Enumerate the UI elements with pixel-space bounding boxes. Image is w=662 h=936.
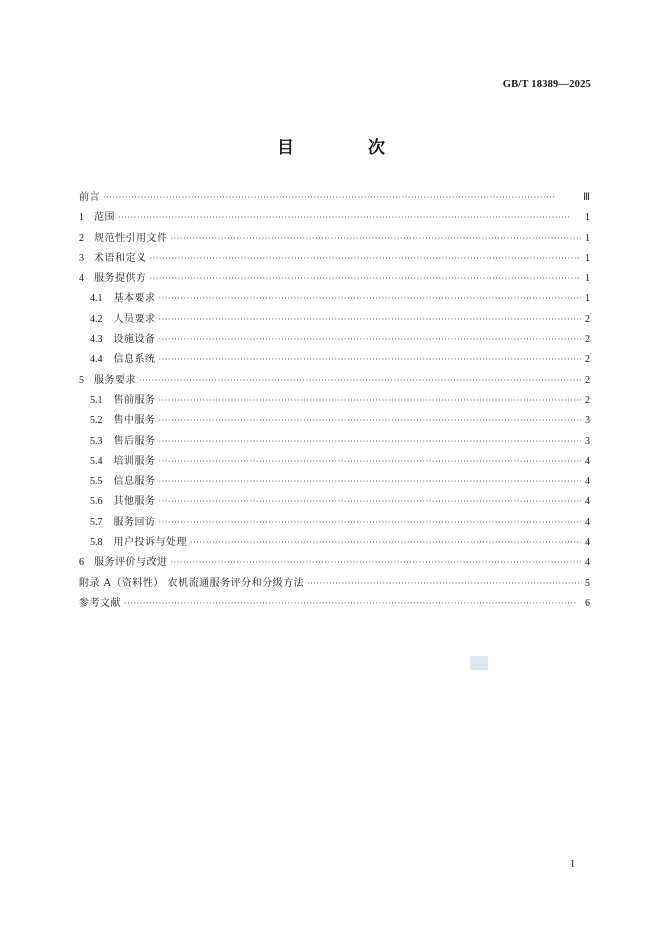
toc-entry-page: 1 [585,273,590,285]
toc-dot-leader [159,457,582,466]
toc-dot-leader [171,558,582,567]
toc-entry-label: 售后服务 [113,435,156,447]
toc-entry-number: 5.4 [90,455,103,467]
toc-entry[interactable] [79,574,590,594]
toc-entry-label: 术语和定义 [94,252,147,264]
toc-entry[interactable] [79,432,590,452]
toc-entry-number: 5.2 [90,415,103,427]
toc-entry-label: 信息服务 [113,476,156,488]
toc-entry-page: 4 [585,537,590,549]
toc-dot-leader [159,294,582,303]
toc-dot-leader [124,599,581,608]
toc-entry[interactable] [79,229,590,249]
toc-entry-page: 3 [585,415,590,427]
toc-entry-label: 参考文献 [79,597,121,609]
toc-entry-label: 范围 [94,212,115,224]
toc-entry-page: 2 [585,313,590,325]
toc-dot-leader [171,234,582,243]
toc-entry-label: 附录 A（资料性） 农机流通服务评分和分级方法 [79,577,305,589]
toc-entry[interactable] [79,411,590,431]
toc-entry-page: 2 [585,334,590,346]
toc-entry-label: 人员要求 [113,313,156,325]
toc-dot-leader [139,376,581,385]
toc-entry-page: 6 [585,597,590,609]
toc-entry-label: 培训服务 [113,455,156,467]
toc-entry-page: 3 [585,435,590,447]
toc-entry-number: 5.7 [90,516,103,528]
table-of-contents [79,188,590,614]
toc-entry-label: 设施设备 [113,334,156,346]
toc-entry-page: 4 [585,557,590,569]
toc-entry[interactable] [79,452,590,472]
toc-entry-page: Ⅲ [583,192,590,203]
toc-entry[interactable] [79,310,590,330]
toc-entry-page: 2 [585,354,590,366]
toc-entry-number: 4.1 [90,293,103,305]
toc-entry-label: 其他服务 [113,496,156,508]
toc-entry-number: 2 [79,232,84,244]
footer-page-number: I [571,859,575,870]
page-title: 目 次 [277,138,419,158]
toc-entry-label: 服务回访 [113,516,156,528]
toc-entry-label: 售前服务 [113,394,156,406]
toc-dot-leader [159,416,582,425]
toc-entry-number: 4.2 [90,313,103,325]
toc-entry-label: 用户投诉与处理 [113,537,187,549]
toc-dot-leader [159,355,582,364]
toc-entry-label: 规范性引用文件 [94,232,168,244]
watermark-logo [470,656,488,670]
toc-entry-label: 服务提供方 [94,273,147,285]
toc-entry-page: 4 [585,476,590,488]
toc-dot-leader [159,315,582,324]
toc-entry-number: 4.3 [90,334,103,346]
toc-entry-number: 5.1 [90,394,103,406]
toc-dot-leader [150,254,582,263]
toc-entry-page: 1 [585,232,590,244]
toc-entry[interactable] [79,492,590,512]
toc-entry-number: 5.3 [90,435,103,447]
toc-entry-page: 4 [585,516,590,528]
toc-entry-label: 服务评价与改进 [94,557,168,569]
toc-dot-leader [307,579,581,588]
toc-entry-number: 5.5 [90,476,103,488]
toc-dot-leader [159,497,582,506]
toc-entry-page: 2 [585,374,590,386]
toc-entry-label: 基本要求 [113,293,156,305]
toc-entry-number: 5.6 [90,496,103,508]
toc-entry[interactable] [79,188,590,208]
toc-entry[interactable] [79,350,590,370]
toc-entry-label: 前言 [79,192,100,203]
toc-entry-page: 5 [585,577,590,589]
toc-entry[interactable] [79,513,590,533]
toc-entry[interactable] [79,553,590,573]
toc-entry[interactable] [79,289,590,309]
toc-entry[interactable] [79,472,590,492]
toc-entry-label: 信息系统 [113,354,156,366]
toc-entry-label: 售中服务 [113,415,156,427]
toc-entry-number: 5.8 [90,537,103,549]
toc-entry-page: 4 [585,455,590,467]
toc-entry-page: 4 [585,496,590,508]
toc-entry[interactable] [79,330,590,350]
toc-entry-page: 1 [585,252,590,264]
toc-entry-number: 1 [79,212,84,224]
toc-dot-leader [190,538,581,547]
toc-entry-number: 3 [79,252,84,264]
toc-dot-leader [159,396,582,405]
toc-entry[interactable] [79,249,590,269]
toc-entry-page: 2 [585,394,590,406]
toc-dot-leader [159,518,582,527]
toc-entry-number: 4 [79,273,84,285]
toc-entry[interactable] [79,533,590,553]
toc-dot-leader [159,477,582,486]
toc-dot-leader [103,193,580,202]
toc-entry[interactable] [79,269,590,289]
toc-entry-page: 1 [585,293,590,305]
standard-code: GB/T 18389—2025 [502,79,591,90]
toc-entry-page: 1 [585,212,590,224]
toc-entry-label: 服务要求 [94,374,136,386]
toc-entry[interactable] [79,371,590,391]
toc-entry[interactable] [79,391,590,411]
toc-entry-number: 6 [79,557,84,569]
toc-entry[interactable] [79,208,590,228]
toc-dot-leader [159,335,582,344]
toc-entry-number: 4.4 [90,354,103,366]
toc-entry-number: 5 [79,374,84,386]
toc-dot-leader [150,274,582,283]
toc-dot-leader [118,213,581,222]
toc-dot-leader [159,437,582,446]
toc-entry[interactable] [79,594,590,614]
